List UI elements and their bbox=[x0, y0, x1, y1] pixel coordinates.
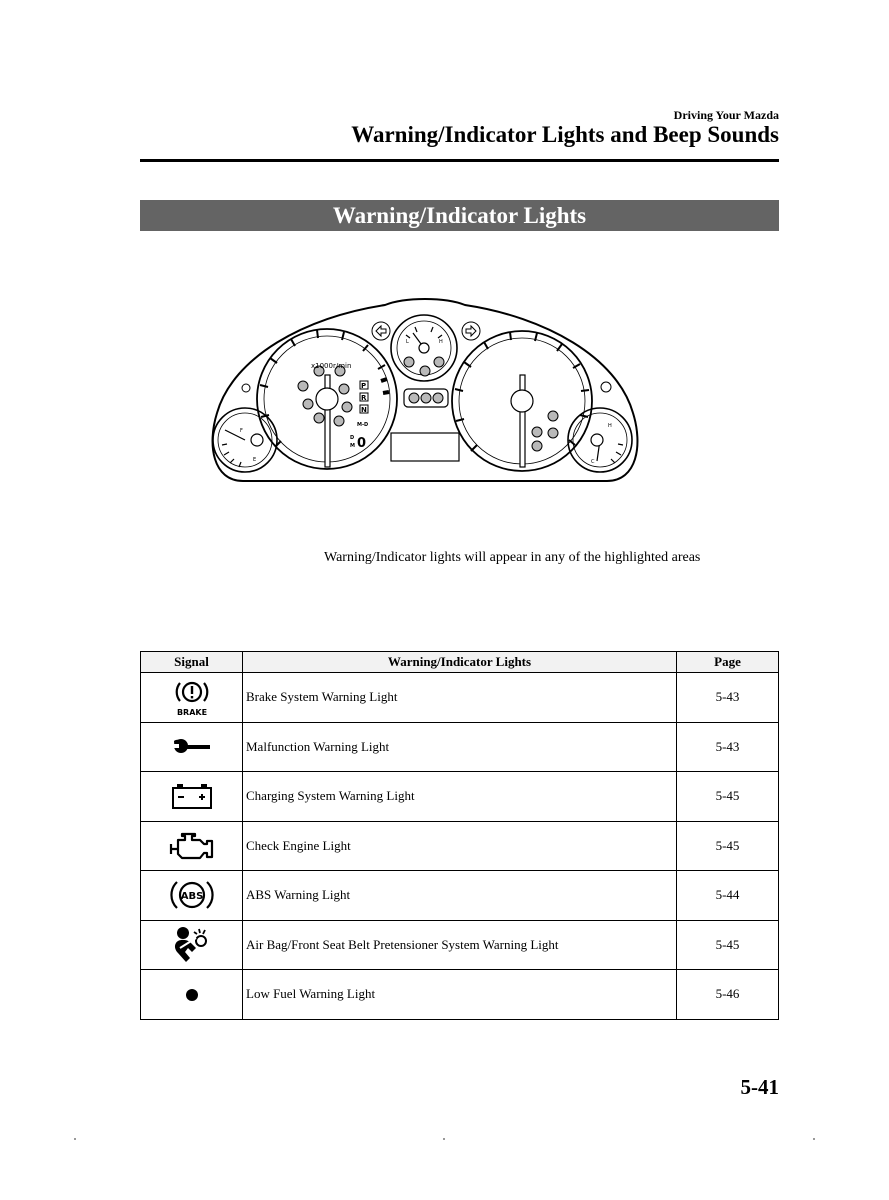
page-ref: 5-44 bbox=[677, 871, 779, 921]
mode-label: M-D bbox=[357, 422, 369, 428]
page-column-header: Page bbox=[677, 652, 779, 673]
temp-cold-label: C bbox=[591, 459, 595, 465]
light-name: ABS Warning Light bbox=[243, 871, 677, 921]
indicator-lamp bbox=[433, 393, 443, 403]
light-name: Malfunction Warning Light bbox=[243, 722, 677, 772]
light-name: Brake System Warning Light bbox=[243, 673, 677, 723]
warning-lights-table bbox=[140, 651, 779, 1020]
table-row bbox=[141, 821, 779, 871]
section-label: Driving Your Mazda bbox=[673, 108, 779, 122]
table-row bbox=[141, 772, 779, 822]
right-turn-indicator bbox=[462, 322, 480, 340]
left-turn-indicator bbox=[372, 322, 390, 340]
indicator-lamp bbox=[404, 357, 414, 367]
table-row bbox=[141, 673, 779, 723]
battery-icon bbox=[170, 782, 214, 810]
indicator-lamp bbox=[409, 393, 419, 403]
page-ref: 5-46 bbox=[677, 970, 779, 1020]
lights-column-header: Warning/Indicator Lights bbox=[243, 652, 677, 673]
gear-digit: 0 bbox=[357, 436, 367, 451]
table-row bbox=[141, 920, 779, 970]
fuel-full-label: F bbox=[240, 428, 243, 434]
abs-icon bbox=[169, 876, 215, 914]
indicator-lamp bbox=[532, 441, 542, 451]
gear-r-label: R bbox=[361, 394, 367, 402]
indicator-lamp bbox=[314, 413, 324, 423]
light-name: Check Engine Light bbox=[243, 821, 677, 871]
title-rule bbox=[140, 159, 779, 162]
indicator-lamp bbox=[532, 427, 542, 437]
indicator-lamp bbox=[434, 357, 444, 367]
page-ref: 5-45 bbox=[677, 772, 779, 822]
page-ref: 5-43 bbox=[677, 722, 779, 772]
section-banner: Warning/Indicator Lights bbox=[140, 200, 779, 231]
indicator-lamp bbox=[339, 384, 349, 394]
low-fuel-dot-icon bbox=[185, 988, 199, 1002]
table-row bbox=[141, 970, 779, 1020]
light-name: Low Fuel Warning Light bbox=[243, 970, 677, 1020]
instrument-cluster-diagram bbox=[205, 295, 645, 490]
gear-n-label: N bbox=[361, 406, 367, 414]
odometer-display bbox=[391, 433, 459, 461]
m-label: M bbox=[350, 443, 355, 449]
svg-text:ABS: ABS bbox=[180, 891, 203, 903]
table-header-row bbox=[141, 652, 779, 673]
wrench-icon bbox=[170, 735, 214, 759]
page-ref: 5-45 bbox=[677, 821, 779, 871]
svg-text:BRAKE: BRAKE bbox=[176, 708, 207, 718]
brake-warning-icon bbox=[170, 677, 214, 717]
engine-icon bbox=[169, 830, 215, 862]
temp-high-label: H bbox=[608, 423, 612, 429]
indicator-lamp bbox=[303, 399, 313, 409]
indicator-lamp bbox=[548, 411, 558, 421]
page-number: 5-41 bbox=[740, 1075, 779, 1099]
table-row bbox=[141, 871, 779, 921]
light-name: Air Bag/Front Seat Belt Pretensioner System Warning Light bbox=[243, 920, 677, 970]
table-row bbox=[141, 722, 779, 772]
indicator-lamp bbox=[420, 366, 430, 376]
indicator-lamp bbox=[334, 416, 344, 426]
airbag-icon bbox=[172, 926, 212, 964]
page-ref: 5-45 bbox=[677, 920, 779, 970]
oil-high-label: H bbox=[439, 339, 443, 345]
crop-mark bbox=[813, 1138, 815, 1140]
page-title: Warning/Indicator Lights and Beep Sounds bbox=[351, 122, 779, 147]
reset-knob bbox=[242, 384, 250, 392]
diagram-caption: Warning/Indicator lights will appear in any of the highlighted areas bbox=[324, 550, 701, 565]
signal-column-header: Signal bbox=[141, 652, 243, 673]
oil-low-label: L bbox=[406, 339, 409, 345]
indicator-lamp bbox=[342, 402, 352, 412]
crop-mark bbox=[443, 1138, 445, 1140]
indicator-lamp bbox=[548, 428, 558, 438]
fuel-empty-label: E bbox=[253, 457, 257, 463]
crop-mark bbox=[74, 1138, 76, 1140]
tach-unit-label: x1000r/min bbox=[311, 362, 352, 370]
d-label: D bbox=[350, 435, 355, 441]
light-name: Charging System Warning Light bbox=[243, 772, 677, 822]
trip-knob bbox=[601, 382, 611, 392]
indicator-lamp bbox=[421, 393, 431, 403]
cluster-housing bbox=[213, 299, 638, 481]
indicator-lamp bbox=[298, 381, 308, 391]
gear-p-label: P bbox=[361, 382, 367, 390]
page-ref: 5-43 bbox=[677, 673, 779, 723]
